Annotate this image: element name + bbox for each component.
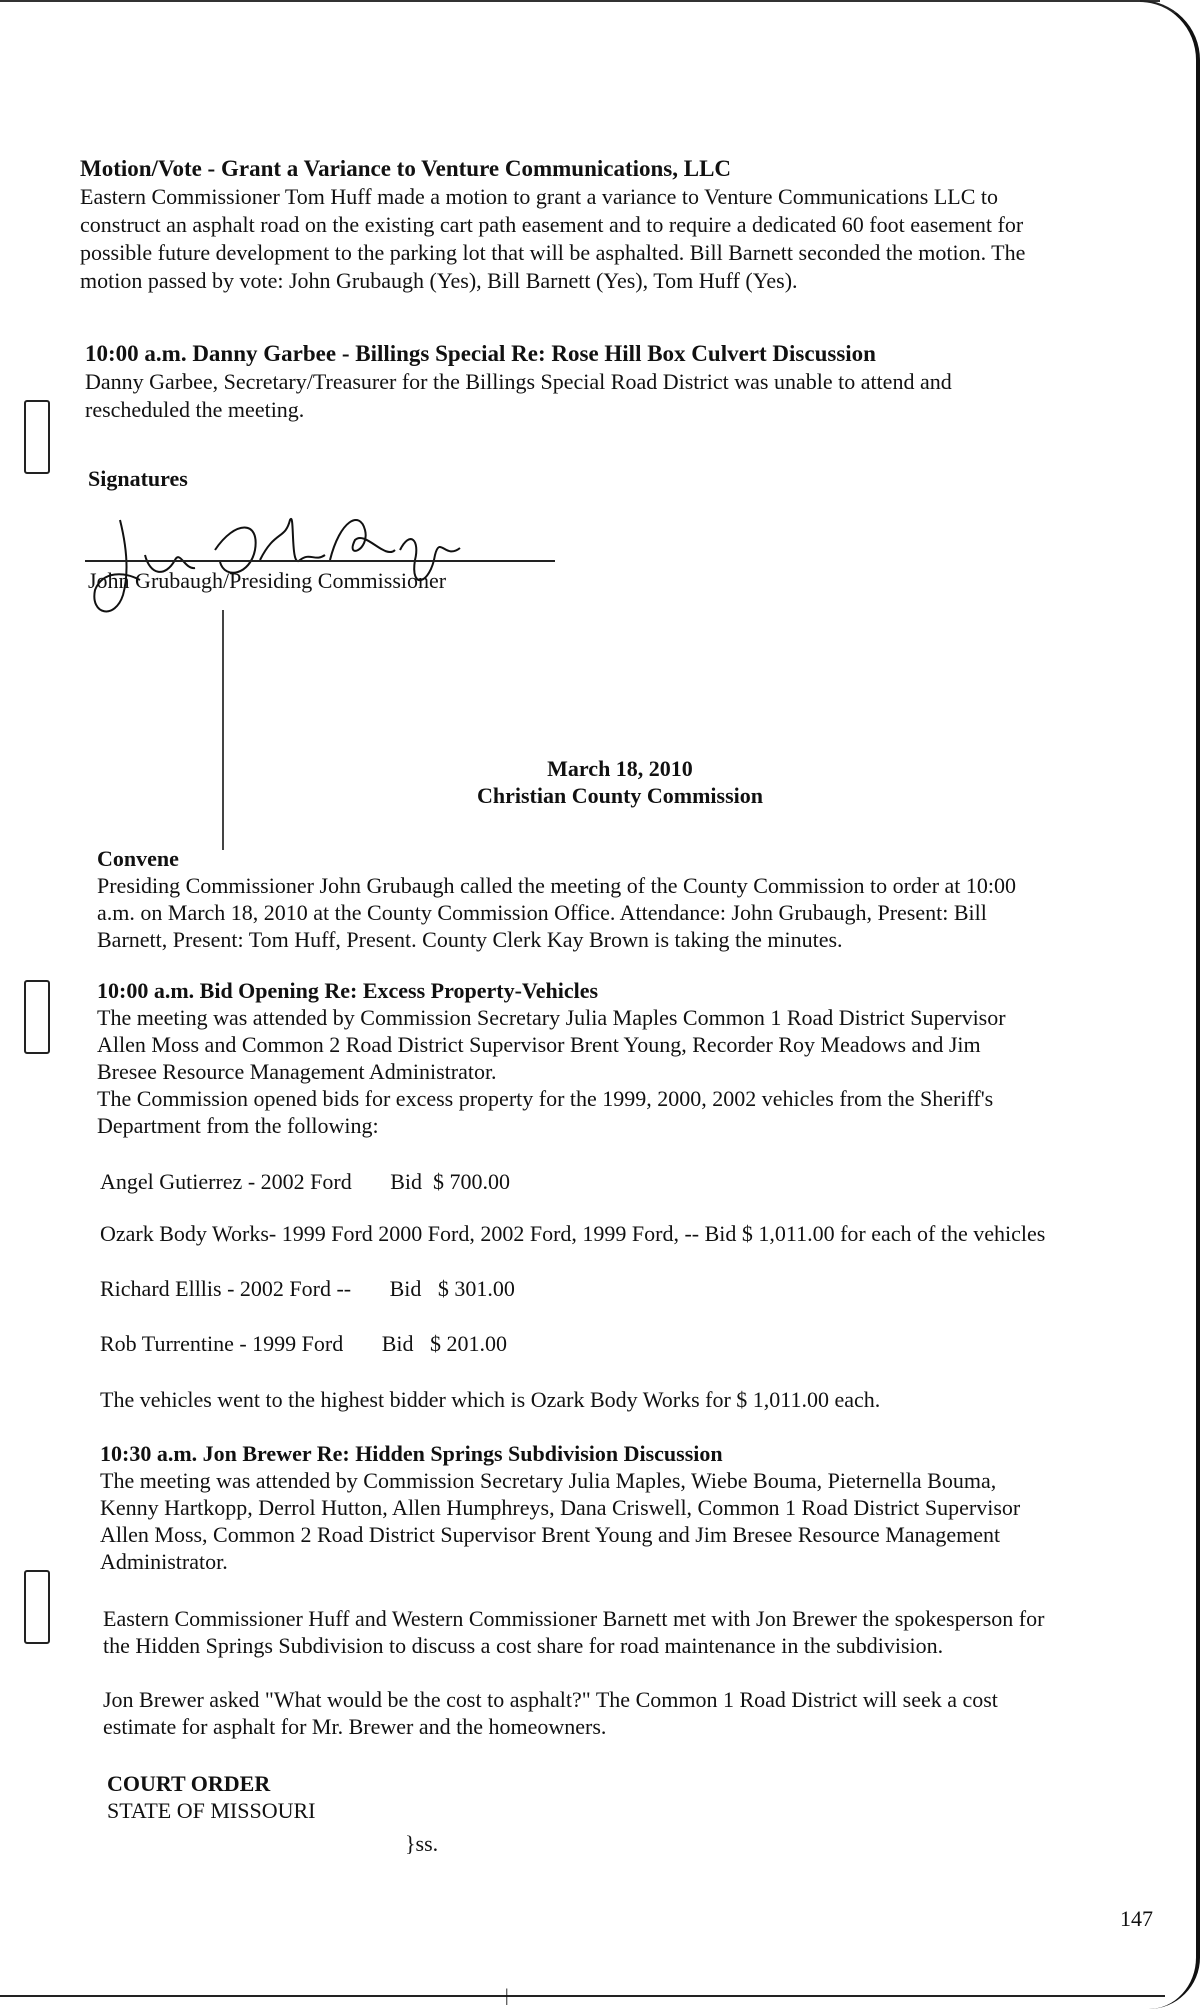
brewer-line: Allen Moss, Common 2 Road District Supervisor Brent Young and Jim Bresee Resource Management: [100, 1522, 1001, 1547]
garbee-line: rescheduled the meeting.: [85, 397, 305, 422]
meeting-body: Christian County Commission: [476, 783, 764, 808]
court-order-heading: COURT ORDER: [107, 1771, 271, 1796]
convene-line: a.m. on March 18, 2010 at the County Commission Office. Attendance: John Grubaugh, Present: Bill: [97, 900, 987, 925]
bids-heading: 10:00 a.m. Bid Opening Re: Excess Property-Vehicles: [97, 978, 599, 1003]
scan-mark-icon: |: [505, 1985, 509, 2005]
signature-caption: John Grubaugh/Presiding Commissioner: [88, 568, 447, 593]
bid-entry: Ozark Body Works- 1999 Ford 2000 Ford, 2002 Ford, 1999 Ford, -- Bid $ 1,011.00 for each of the vehicles: [100, 1221, 1046, 1246]
signatures-heading: Signatures: [88, 466, 188, 491]
bids-line: The meeting was attended by Commission Secretary Julia Maples Common 1 Road District Supervisor: [97, 1005, 1006, 1030]
bid-entry: Angel Gutierrez - 2002 Ford Bid $ 700.00: [100, 1169, 510, 1194]
brewer-line: Kenny Hartkopp, Derrol Hutton, Allen Humphreys, Dana Criswell, Common 1 Road District Supervisor: [100, 1495, 1021, 1520]
brewer-line: The meeting was attended by Commission Secretary Julia Maples, Wiebe Bouma, Pieternella Bouma,: [100, 1468, 997, 1493]
binder-hole-icon: [24, 980, 50, 1054]
motion-heading: Motion/Vote - Grant a Variance to Venture Communications, LLC: [80, 156, 732, 181]
bids-line: Allen Moss and Common 2 Road District Supervisor Brent Young, Recorder Roy Meadows and Jim: [97, 1032, 981, 1057]
meeting-date: March 18, 2010: [547, 756, 693, 781]
handwritten-signature-icon: [85, 500, 505, 630]
page-top-edge: [0, 0, 1160, 2]
brewer-line: Administrator.: [100, 1549, 228, 1574]
bids-line: Bresee Resource Management Administrator.: [97, 1059, 497, 1084]
bid-entry: Richard Elllis - 2002 Ford -- Bid $ 301.00: [100, 1276, 515, 1301]
bids-line: The Commission opened bids for excess property for the 1999, 2000, 2002 vehicles from the Sheriff's: [97, 1086, 994, 1111]
binder-hole-icon: [24, 400, 50, 474]
convene-heading: Convene: [97, 846, 179, 871]
motion-line: possible future development to the parking lot that will be asphalted. Bill Barnett seconded the motion. The: [80, 240, 1026, 265]
binder-hole-icon: [24, 1570, 50, 1644]
bid-entry: Rob Turrentine - 1999 Ford Bid $ 201.00: [100, 1331, 508, 1356]
motion-line: motion passed by vote: John Grubaugh (Yes), Bill Barnett (Yes), Tom Huff (Yes).: [80, 268, 798, 293]
convene-line: Barnett, Present: Tom Huff, Present. County Clerk Kay Brown is taking the minutes.: [97, 927, 843, 952]
page-right-edge: [1140, 0, 1200, 2009]
motion-line: construct an asphalt road on the existing cart path easement and to require a dedicated 60 foot easement for: [80, 212, 1024, 237]
brewer-para2-line: Eastern Commissioner Huff and Western Commissioner Barnett met with Jon Brewer the spokesperson for: [103, 1606, 1045, 1631]
court-state: STATE OF MISSOURI: [107, 1798, 316, 1823]
scan-artifact-line: [222, 610, 224, 850]
court-ss: }ss.: [405, 1831, 439, 1856]
garbee-line: Danny Garbee, Secretary/Treasurer for the Billings Special Road District was unable to attend and: [85, 369, 952, 394]
bids-line: Department from the following:: [97, 1113, 379, 1138]
brewer-para3-line: estimate for asphalt for Mr. Brewer and the homeowners.: [103, 1714, 607, 1739]
brewer-para3-line: Jon Brewer asked "What would be the cost to asphalt?" The Common 1 Road District will seek a cost: [103, 1687, 998, 1712]
page-number: 147: [1120, 1906, 1153, 1931]
bid-result: The vehicles went to the highest bidder which is Ozark Body Works for $ 1,011.00 each.: [100, 1387, 881, 1412]
signature-line: [85, 560, 555, 562]
brewer-para2-line: the Hidden Springs Subdivision to discuss a cost share for road maintenance in the subdivision.: [103, 1633, 944, 1658]
motion-line: Eastern Commissioner Tom Huff made a motion to grant a variance to Venture Communications LLC to: [80, 184, 999, 209]
brewer-heading: 10:30 a.m. Jon Brewer Re: Hidden Springs Subdivision Discussion: [100, 1441, 723, 1466]
page-bottom-edge: [0, 1995, 1165, 1997]
convene-line: Presiding Commissioner John Grubaugh called the meeting of the County Commission to order at 10:00: [97, 873, 1017, 898]
garbee-heading: 10:00 a.m. Danny Garbee - Billings Special Re: Rose Hill Box Culvert Discussion: [85, 341, 876, 366]
